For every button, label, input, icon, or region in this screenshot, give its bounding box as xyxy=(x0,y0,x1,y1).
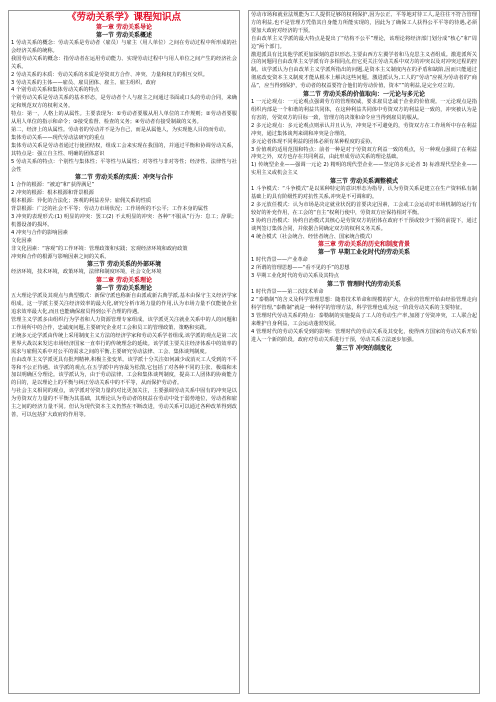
section-heading: 第一节 早期工业化时代的劳动关系 xyxy=(317,249,411,257)
section-heading: 第二节 管理时代的劳动关系 xyxy=(326,281,402,289)
paragraph: 1 时代背景——第二次技术革命 xyxy=(251,289,324,296)
section-heading: 第一节 劳动关系概述 xyxy=(95,32,153,39)
paragraph: 1 斗争模式：“斗争模式”是以某种特定的意识形态为指导，认为劳资关系是建立在生产资料私有制基础上的具有阶级性的对抗性关系,冲突是不可调和的。 xyxy=(251,186,477,201)
paragraph: 1 一元论观点：一元论观点强调劳方的管理权威，要求雇员忠诚于企业的价值观。一元论观点是指组织内部是一个和谐的利益共同体，在这种利益共同体中劳资双方的利益是一致的，冲突被认为是有害的，劳资双方的目标一致，管理方的决策和命令应当得到雇员的服从。 xyxy=(251,99,477,121)
section-heading: 第一章 劳动关系导论 xyxy=(95,24,153,31)
left-column xyxy=(8,10,240,694)
paragraph: 与社会主义相同的观点，该学派对劳资力量的对比更加关注，主要强调劳动关系中固有的冲突是以为劳资双方力量的不平衡为其基础，其理论认为劳动者的权益在劳动中处于弱势地位，劳动者和雇主之间的经济力量不同。但认为现代资本主义仍然在不断改进，劳动关系可以通过各种改革得到改善，可以包括扩大政府的作用等。 xyxy=(11,388,237,418)
paragraph: 正统多元论学派由传统上采用制度主义方法的经济学家和劳动关系学者组成,该学派的观点是第二次世界大战以来发达市场经济国家一直奉行的传统理念的延续。该学派主要关注经济体系中的效率的需求与雇佣关系中对公平的需求之间的平衡,主要研究劳动法律、工会、集体谈判制度。 xyxy=(11,332,237,355)
paragraph: 文化因素 xyxy=(11,237,32,244)
paragraph: 1 劳动关系的概念：劳动关系是劳动者（雇员）与雇主（用人单位）之间在劳动过程中所形成的社会经济关系的统称。 xyxy=(11,40,237,54)
paragraph: 多元论者体现不同利益的团体必须有某种程度的妥协。 xyxy=(251,138,376,145)
paragraph: 冲突和合作的根源与影响因素之间的关系。 xyxy=(11,253,110,260)
paragraph: 4 冲突与合作的影响因素 xyxy=(11,229,68,236)
paragraph: 特点：第一，人格上的从属性。主要表现为：①劳动者要服从用人单位的工作规则；②劳动者要服从用人单位的指示和命令；③接受监督、检查的义务；④劳动者有接受制裁的义务。 xyxy=(11,111,237,126)
section-heading: 第一节 劳动关系理论 xyxy=(95,285,153,293)
section-heading: 第三节 劳动关系调整模式 xyxy=(329,178,399,186)
paragraph: 第二，经济上的从属性。劳动者的劳动并不是为自己，而是从属他人，为实现他人目的而劳动。 xyxy=(11,126,229,133)
section-heading: 第三节 劳动关系的外部环境 xyxy=(86,261,162,269)
paragraph: 2 “泰勒制”的含义及科学管理思想：随着技术革命和规模的扩大，企业的管理开始由经验管理走向科学管理,“泰勒制”就是一种科学的管理方法，科学管理也成为这一阶段劳动关系的主要特征。 xyxy=(251,297,477,311)
paragraph: 根本根源：异化的合法化；客观的利益差异；雇佣关系的性质 xyxy=(11,198,152,205)
paragraph: 集体劳动关系——现代劳动法研究的重点 xyxy=(11,134,105,141)
section-heading: 第二节 劳动关系的价值取向：一元论与多元论 xyxy=(302,91,426,99)
paragraph: 2 冲突的根源：根本根源和背景根源 xyxy=(11,190,94,197)
paragraph: 非文化因素：“客观”的工作环境：管理政策和实践；宏观经济环境和政府政策 xyxy=(11,245,188,252)
paragraph: 激进派具有比其他学派更加深刻的意识形态,主要由西方左翼学者和马克思主义者组成。激进派所关注的问题同自由改革主义学派有许多相同点,但它更关注劳动关系中双方的冲突以及对冲突过程的控制。该学派认为自由改革主义学派所指出的问题,是资本主义制度内在的矛盾和缺陷,因而只能通过彻底改变资本主义制度才能从根本上解决这些问题。激进派认为,工人的“劳动”应视为劳动者的“商品”，应当得到保护，劳动者的权益要符合他们的劳动价值，资本“”的利益,是完全对立的。 xyxy=(251,51,477,90)
section-heading: 第三节 冲突的制度化 xyxy=(335,344,393,352)
paragraph: 3 协约自治模式：协约自治模式其核心是劳资双方的团体在政府不干预或较少干预的前提下，通过谈判签订集体合同，并依据合同确定双方的权利义务关系。 xyxy=(251,217,477,232)
paragraph: 4 个别劳动关系和集体劳动关系的特点 xyxy=(11,87,99,94)
paragraph: 4 管理时代的劳动关系受到的影响：管理时代的劳动关系及其变化，使得西方国家的劳动关系开始进入一个新的阶段。政府对劳动关系进行干预，劳动关系立法逐步加强。 xyxy=(251,328,477,343)
paragraph: 五大理论学派及其观点与典型模式：新保守派也称新自由派或新古典学派,基本由保守主义经济学家组成。这一学派主要关注经济效率的最大化,研究分析市场力量的作用,认为市场力量不仅能使企业追求效率最大化,而且也能确保雇员得到公平合理的待遇。 xyxy=(11,293,237,316)
paragraph: 4 统合模式（社会统合、经营者统合、国家统合模式） xyxy=(251,233,376,240)
document-title: 《劳动关系学》课程知识点 xyxy=(66,12,181,23)
paragraph: 3 管理时代劳动关系的特点：泰勒制的实施提高了工人的劳动生产率,加剧了劳资冲突，工人联合起来维护自身利益，工会运动蓬勃发展。 xyxy=(251,312,477,327)
paragraph: 2 劳动关系的本质：劳动关系的本质是劳资双方合作、冲突、力量和权力的相互交织。 xyxy=(11,71,208,78)
paragraph: 集体劳动关系是劳动者通过行使团结权，组成工会来实现在我国的，并通过平衡和协调劳动关系，其特点是：强立自主性、明确的团体意识 xyxy=(11,142,237,157)
paragraph: 经济环境，技术环境，政策环境，法律和制度环境，社会文化环境 xyxy=(11,269,162,276)
section-heading: 第二章 劳动关系理论 xyxy=(95,277,153,285)
paragraph: 自由改革主义学派的最大特点是提出了“结构不公平”理论，该理论将经济部门划分成“核心”和“周边”两个部门。 xyxy=(251,35,477,50)
paragraph: 5 劳动关系的特点：个别性与集体性；平等性与从属性；对等性与非对等性；经济性、法律性与社会性 xyxy=(11,158,237,173)
paragraph: 3 冲突的表现形式:(1) 明显的冲突：罢工(2) 不太明显的冲突：各种“不服从”行为：怠工；辞职；机器设备的损坏。 xyxy=(11,214,237,228)
paragraph: 管理主义学派多由组织行为学者和人力资源管理专家组成。该学派更关注就业关系中的人的问题和工作场所中的合作，忠诚度问题,主要研究企业对工会和员工的管理政策、策略和实践。 xyxy=(11,317,237,331)
paragraph: 3 早期工业化时代的劳动关系及其特点 xyxy=(251,273,339,280)
paragraph: 劳动市场和就业法规能为工人提供足够的权利保护,因为公正、平等地对待工人,是往往不符合管理方的利益,也不是管理方凭借其自身能力所能实现的，因此为了确保工人获得公平平等的待遇,必须要加大政府对经济的干预。 xyxy=(251,12,477,34)
paragraph: 3 价值观的适用范围和特点：前者一种是对于劳资双方利益一致的观点，另一种观点强调了在利益冲突之外，双方也存在共同利益，由此形成劳动关系的理论基础。 xyxy=(251,146,477,161)
paragraph: 个别劳动关系是劳动关系的基本形态，是劳动者个人与雇主之间通过书面或口头的劳动合同，来确定和规范双方的权利义务。 xyxy=(11,95,237,110)
paragraph: 1 合作的根源：“被迫”和“获得满足” xyxy=(11,182,95,189)
paragraph: 3 劳动关系的主体——雇员、雇员团体、雇主、雇主组织、政府 xyxy=(11,79,157,86)
paragraph: 1 时代背景——产业革命 xyxy=(251,257,308,264)
paragraph: 自由改革主义学派更具有批判精神,积极主张变革。该学派十分关注如何减少或消灭工人受到的不平等和不公正待遇。该学派的观点,在五学派中内容最为松散,它包括了对各种不同的主张、极端和未加以明确区分理论。该学派认为，由于劳动法律、工会和集体谈判制度，提高工人团体的协商能力的目的，是以理论上的平衡与纠正劳动关系中的不平等，从而保护劳动者。 xyxy=(11,356,237,387)
paragraph: 背景根源：广泛的社会不平等；劳动力市场状况；工作场所的不公平；工作本身的属性 xyxy=(11,206,209,213)
document-page xyxy=(8,10,488,694)
section-heading: 第三章 劳动关系的历史和制度背景 xyxy=(317,241,411,249)
paragraph: 2 多元放任模式：认为市场是决定就业状况的首要决定因素，工会或工会运动对市场机制的运行有较好的补充作用，在工会的“自主”权利行使中，劳资双方应保持相对平衡。 xyxy=(251,201,477,216)
paragraph: 我国劳动关系的概念：指劳动者在运用劳动能力、实现劳动过程中与用人单位之间产生的经济社会关系。 xyxy=(11,55,237,70)
paragraph: 1) 传统型企业——强调一元论 2) 精明的现代型企业——坚定的多元论者 3) 标准现代型企业——实用主义或机会主义 xyxy=(251,162,477,177)
paragraph: 2 多元论观点：多元论观点则承认并且认为，冲突是不可避免的，劳资双方在工作场所中存在利益冲突，通过集体谈判来调和冲突是合理的。 xyxy=(251,122,477,137)
right-column xyxy=(248,10,480,694)
section-heading: 第二节 劳动关系的实质：冲突与合作 xyxy=(74,174,174,182)
paragraph: 2 所谓的管理思想——“看不见的手”的思想 xyxy=(251,265,350,272)
